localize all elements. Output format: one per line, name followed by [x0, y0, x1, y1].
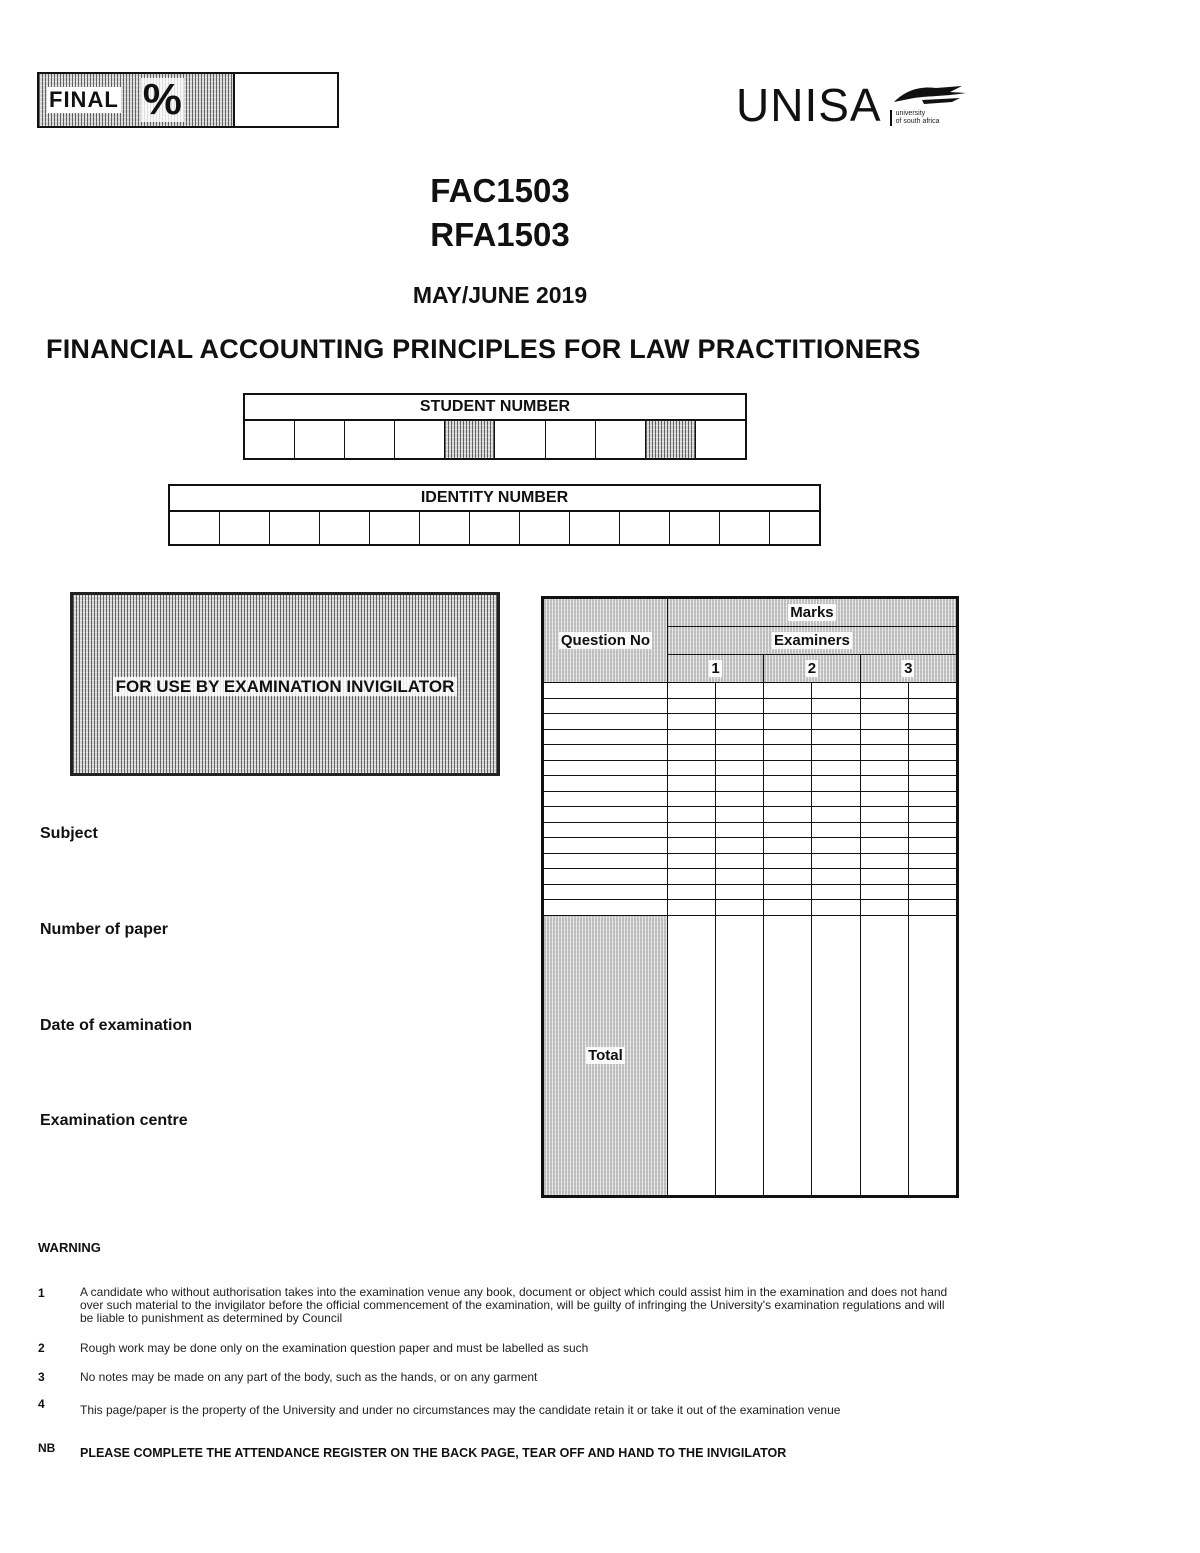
logo-tagline-line-2: of south africa — [895, 118, 940, 125]
marks-row — [544, 900, 957, 916]
mark-cell[interactable] — [860, 900, 908, 916]
mark-cell[interactable] — [667, 776, 715, 792]
marks-row — [544, 791, 957, 807]
mark-cell[interactable] — [908, 838, 956, 854]
mark-cell[interactable] — [716, 791, 764, 807]
warning-title: WARNING — [38, 1240, 101, 1255]
invigilator-box — [70, 592, 500, 776]
examiner-1-header — [667, 655, 763, 683]
mark-cell[interactable] — [812, 838, 860, 854]
mark-cell[interactable] — [716, 807, 764, 823]
mark-cell[interactable] — [908, 698, 956, 714]
mark-cell[interactable] — [716, 853, 764, 869]
examiner-2-label: 2 — [807, 660, 817, 677]
total-mark-cell[interactable] — [860, 915, 908, 1195]
mark-cell[interactable] — [908, 900, 956, 916]
marks-table — [541, 596, 959, 1198]
total-mark-cell[interactable] — [908, 915, 956, 1195]
marks-row — [544, 683, 957, 699]
exam-session: MAY/JUNE 2019 — [412, 282, 588, 308]
mark-cell[interactable] — [860, 884, 908, 900]
question-no-cell[interactable] — [544, 822, 668, 838]
examiner-2-header — [764, 655, 860, 683]
mark-cell[interactable] — [812, 745, 860, 761]
total-header — [544, 915, 668, 1195]
question-no-cell[interactable] — [544, 760, 668, 776]
question-no-cell[interactable] — [544, 884, 668, 900]
mark-cell[interactable] — [716, 683, 764, 699]
question-no-cell[interactable] — [544, 838, 668, 854]
marks-row — [544, 838, 957, 854]
student-number-cell[interactable] — [245, 421, 295, 458]
mark-cell[interactable] — [667, 760, 715, 776]
student-number-cell[interactable] — [646, 421, 696, 458]
identity-number-label: IDENTITY NUMBER — [170, 486, 819, 512]
mark-cell[interactable] — [860, 760, 908, 776]
marks-row — [544, 884, 957, 900]
identity-number-cell[interactable] — [470, 512, 520, 544]
logo-bird-icon — [888, 80, 968, 128]
nb-text: PLEASE COMPLETE THE ATTENDANCE REGISTER ON THE BACK PAGE, TEAR OFF AND HAND TO THE INVIGILATOR — [80, 1446, 787, 1460]
question-no-cell[interactable] — [544, 714, 668, 730]
mark-cell[interactable] — [716, 729, 764, 745]
mark-cell[interactable] — [716, 869, 764, 885]
mark-cell[interactable] — [812, 853, 860, 869]
mark-cell[interactable] — [764, 822, 812, 838]
mark-cell[interactable] — [908, 714, 956, 730]
examiner-3-header — [860, 655, 956, 683]
student-number-cell[interactable] — [445, 421, 495, 458]
warning-item-text: Rough work may be done only on the examination question paper and must be labelled as such — [80, 1341, 589, 1355]
identity-number-box — [168, 484, 821, 546]
mark-cell[interactable] — [667, 822, 715, 838]
mark-cell[interactable] — [908, 807, 956, 823]
marks-row — [544, 714, 957, 730]
marks-row — [544, 807, 957, 823]
mark-cell[interactable] — [667, 807, 715, 823]
mark-cell[interactable] — [812, 884, 860, 900]
mark-cell[interactable] — [812, 869, 860, 885]
mark-cell[interactable] — [908, 822, 956, 838]
mark-cell[interactable] — [764, 853, 812, 869]
nb-label: NB — [38, 1441, 56, 1455]
identity-number-cell[interactable] — [570, 512, 620, 544]
mark-cell[interactable] — [764, 729, 812, 745]
mark-cell[interactable] — [860, 838, 908, 854]
marks-row — [544, 869, 957, 885]
examiners-header — [667, 627, 956, 655]
mark-cell[interactable] — [908, 729, 956, 745]
marks-header — [667, 599, 956, 627]
final-label: FINAL — [49, 87, 119, 112]
question-no-cell[interactable] — [544, 698, 668, 714]
mark-cell[interactable] — [860, 729, 908, 745]
mark-cell[interactable] — [764, 869, 812, 885]
warning-item-number: 3 — [38, 1370, 45, 1384]
date-of-examination-label: Date of examination — [40, 1017, 193, 1034]
mark-cell[interactable] — [764, 683, 812, 699]
examiner-1-label: 1 — [711, 660, 720, 677]
mark-cell[interactable] — [812, 714, 860, 730]
student-number-label: STUDENT NUMBER — [245, 395, 745, 421]
identity-number-cell[interactable] — [670, 512, 720, 544]
mark-cell[interactable] — [716, 838, 764, 854]
mark-cell[interactable] — [764, 884, 812, 900]
mark-cell[interactable] — [860, 698, 908, 714]
invigilator-label: FOR USE BY EXAMINATION INVIGILATOR — [113, 677, 458, 696]
final-label-area — [39, 74, 235, 126]
identity-number-cells — [170, 512, 819, 544]
mark-cell[interactable] — [812, 822, 860, 838]
mark-cell[interactable] — [908, 791, 956, 807]
mark-cell[interactable] — [860, 745, 908, 761]
total-label: Total — [588, 1046, 623, 1064]
mark-cell[interactable] — [667, 729, 715, 745]
warning-item-number: 1 — [38, 1286, 45, 1300]
mark-cell[interactable] — [860, 853, 908, 869]
identity-number-cell[interactable] — [520, 512, 570, 544]
number-of-paper-label: Number of paper — [40, 921, 169, 938]
warning-item-text: No notes may be made on any part of the body, such as the hands, or on any garment — [80, 1370, 538, 1384]
mark-cell[interactable] — [764, 900, 812, 916]
total-mark-cell[interactable] — [716, 915, 764, 1195]
mark-cell[interactable] — [764, 760, 812, 776]
mark-cell[interactable] — [812, 807, 860, 823]
mark-cell[interactable] — [812, 760, 860, 776]
warning-item-text: This page/paper is the property of the University and under no circumstances may the candidate retain it or take it out of the examination venue — [80, 1403, 841, 1417]
course-title: FINANCIAL ACCOUNTING PRINCIPLES FOR LAW PRACTITIONERS — [46, 334, 921, 364]
marks-row — [544, 698, 957, 714]
mark-cell[interactable] — [716, 884, 764, 900]
mark-cell[interactable] — [764, 807, 812, 823]
mark-cell[interactable] — [667, 900, 715, 916]
mark-cell[interactable] — [908, 683, 956, 699]
unisa-logo — [736, 79, 968, 131]
mark-cell[interactable] — [764, 714, 812, 730]
student-number-cell[interactable] — [495, 421, 545, 458]
question-no-cell[interactable] — [544, 729, 668, 745]
marks-row — [544, 729, 957, 745]
mark-cell[interactable] — [860, 791, 908, 807]
student-number-cell[interactable] — [295, 421, 345, 458]
question-no-cell[interactable] — [544, 791, 668, 807]
mark-cell[interactable] — [764, 776, 812, 792]
mark-cell[interactable] — [667, 869, 715, 885]
question-no-cell[interactable] — [544, 853, 668, 869]
identity-number-cell[interactable] — [370, 512, 420, 544]
final-percentage-field[interactable] — [235, 74, 337, 126]
total-mark-cell[interactable] — [764, 915, 812, 1195]
student-number-cell[interactable] — [395, 421, 445, 458]
marks-row — [544, 822, 957, 838]
mark-cell[interactable] — [716, 776, 764, 792]
final-percent-sign: % — [142, 75, 182, 124]
mark-cell[interactable] — [812, 729, 860, 745]
mark-cell[interactable] — [764, 745, 812, 761]
mark-cell[interactable] — [908, 776, 956, 792]
mark-cell[interactable] — [667, 838, 715, 854]
student-number-cell[interactable] — [596, 421, 646, 458]
question-no-cell[interactable] — [544, 807, 668, 823]
mark-cell[interactable] — [764, 791, 812, 807]
mark-cell[interactable] — [908, 869, 956, 885]
mark-cell[interactable] — [860, 714, 908, 730]
mark-cell[interactable] — [667, 745, 715, 761]
mark-cell[interactable] — [860, 776, 908, 792]
identity-number-cell[interactable] — [720, 512, 770, 544]
identity-number-cell[interactable] — [770, 512, 819, 544]
student-number-cell[interactable] — [696, 421, 745, 458]
marks-row — [544, 776, 957, 792]
marks-row — [544, 760, 957, 776]
mark-cell[interactable] — [716, 760, 764, 776]
mark-cell[interactable] — [860, 807, 908, 823]
identity-number-cell[interactable] — [320, 512, 370, 544]
mark-cell[interactable] — [812, 900, 860, 916]
mark-cell[interactable] — [908, 760, 956, 776]
mark-cell[interactable] — [908, 853, 956, 869]
warning-item-number: 4 — [38, 1397, 45, 1411]
question-no-label: Question No — [560, 632, 651, 649]
total-mark-cell[interactable] — [667, 915, 715, 1195]
module-code-1: FAC1503 — [430, 172, 570, 209]
mark-cell[interactable] — [860, 683, 908, 699]
mark-cell[interactable] — [716, 900, 764, 916]
mark-cell[interactable] — [764, 838, 812, 854]
warning-item-text: A candidate who without authorisation takes into the examination venue any book, document or object which could assist him in the examination and does not hand over such material to the invigilator before the official commencement of the examination, will be guilty of infringing the University's examination regulations and will be liable to punishment as determined by Council — [80, 1285, 948, 1325]
identity-number-cell[interactable] — [220, 512, 270, 544]
mark-cell[interactable] — [667, 683, 715, 699]
module-code-2: RFA1503 — [430, 216, 570, 253]
mark-cell[interactable] — [860, 822, 908, 838]
question-no-header — [544, 599, 668, 683]
student-number-cells — [245, 421, 745, 458]
examiners-label: Examiners — [774, 632, 850, 649]
question-no-cell[interactable] — [544, 869, 668, 885]
mark-cell[interactable] — [716, 745, 764, 761]
marks-label: Marks — [790, 604, 834, 621]
identity-number-cell[interactable] — [270, 512, 320, 544]
examiner-3-label: 3 — [904, 660, 913, 677]
question-no-cell[interactable] — [544, 776, 668, 792]
mark-cell[interactable] — [908, 745, 956, 761]
final-percentage-box — [37, 72, 339, 128]
question-no-cell[interactable] — [544, 745, 668, 761]
marks-row — [544, 853, 957, 869]
mark-cell[interactable] — [667, 698, 715, 714]
student-number-cell[interactable] — [345, 421, 395, 458]
mark-cell[interactable] — [716, 822, 764, 838]
mark-cell[interactable] — [764, 698, 812, 714]
logo-tagline-line-1: university — [895, 110, 926, 117]
identity-number-cell[interactable] — [420, 512, 470, 544]
mark-cell[interactable] — [667, 853, 715, 869]
identity-number-cell[interactable] — [620, 512, 670, 544]
question-no-cell[interactable] — [544, 900, 668, 916]
mark-cell[interactable] — [908, 884, 956, 900]
total-mark-cell[interactable] — [812, 915, 860, 1195]
total-row — [544, 915, 957, 1195]
marks-row — [544, 745, 957, 761]
mark-cell[interactable] — [667, 884, 715, 900]
warning-item-number: 2 — [38, 1341, 45, 1355]
subject-label: Subject — [40, 825, 98, 842]
mark-cell[interactable] — [860, 869, 908, 885]
mark-cell[interactable] — [667, 714, 715, 730]
logo-wordmark: UNISA — [736, 79, 882, 131]
examination-centre-label: Examination centre — [40, 1112, 188, 1129]
student-number-box — [243, 393, 747, 460]
mark-cell[interactable] — [716, 698, 764, 714]
mark-cell[interactable] — [812, 776, 860, 792]
mark-cell[interactable] — [812, 791, 860, 807]
question-no-cell[interactable] — [544, 683, 668, 699]
student-number-cell[interactable] — [546, 421, 596, 458]
mark-cell[interactable] — [812, 683, 860, 699]
identity-number-cell[interactable] — [170, 512, 220, 544]
mark-cell[interactable] — [667, 791, 715, 807]
mark-cell[interactable] — [812, 698, 860, 714]
mark-cell[interactable] — [716, 714, 764, 730]
